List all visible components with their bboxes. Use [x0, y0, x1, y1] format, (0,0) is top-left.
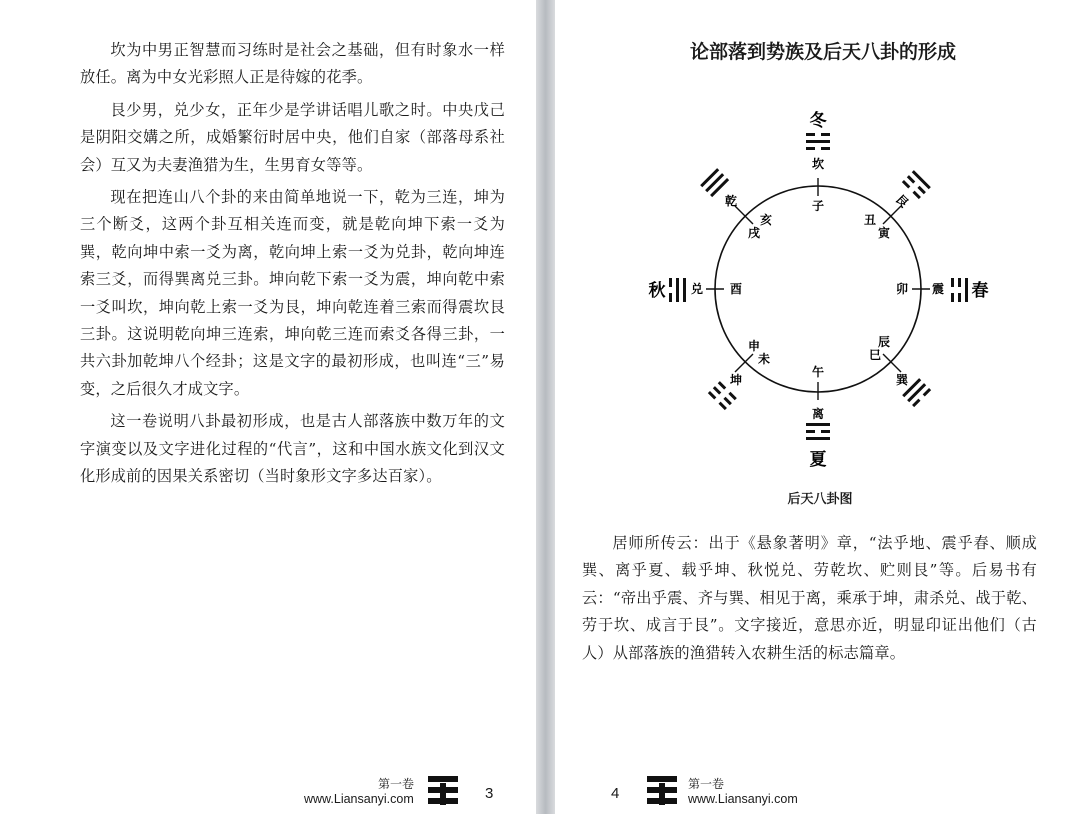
trigram-label-kan: 坎: [811, 157, 825, 171]
trigram-label-kun: 坤: [729, 373, 743, 387]
right-page-body: [582, 530, 1037, 667]
trigram-label-li: 离: [811, 407, 825, 421]
branch-zi: 子: [811, 199, 825, 213]
right-paragraph-1: 居师所传云：出于《悬象著明》章，“法乎地、震乎春、顺成巽、离乎夏、载乎坤、秋悦兑、劳乾坎、贮则艮”等。后易书有云：“帝出乎震、齐与巽、相见于离，乘承于坤，肃杀兑、战于乾、劳于坎、成言于艮”。文字接近，意思亦近，明显印证出他们（古人）从部落族的渔猎转入农耕生活的标志篇章。: [582, 534, 1037, 662]
tick-northwest: [735, 206, 753, 224]
left-page-number: 3: [485, 785, 494, 802]
right-page-number: 4: [611, 785, 620, 802]
branch-wu: 午: [811, 365, 825, 379]
lianshan-logo-icon: [645, 774, 679, 808]
trigram-label-xun: 巽: [895, 373, 909, 387]
branch-shen: 申: [747, 339, 761, 353]
branch-mao: 卯: [895, 282, 909, 296]
season-spring: 春: [971, 281, 989, 301]
branch-hai: 亥: [759, 213, 773, 227]
later-heaven-bagua-diagram: [640, 100, 1000, 480]
branch-wei: 未: [757, 352, 771, 366]
tick-northeast: [883, 206, 901, 224]
figure-caption: 后天八卦图: [787, 492, 853, 507]
tick-southeast: [883, 354, 901, 372]
li-trigram-icon: [806, 423, 830, 440]
right-footer-volume: 第一卷: [688, 777, 725, 791]
lianshan-logo-icon: [426, 774, 460, 808]
trigram-label-gen: 艮: [892, 191, 912, 211]
right-footer-website: www.Liansanyi.com: [688, 792, 798, 806]
left-paragraph-3: 现在把连山八个卦的来由简单地说一下，乾为三连，坤为三个断爻，这两个卦互相关连而变，就是乾向坤下索一爻为巽，乾向坤中索一爻为离，乾向坤上索一爻为兑卦，乾向坤连索三爻，而得巽离兑三卦。坤向乾下索一爻为震，坤向乾中索一爻叫坎，坤向乾上索一爻为艮，坤向乾连着三索而得震坎艮三卦。这说明乾向坤三连索，坤向乾三连而索爻各得三卦，一共六卦加乾坤八个经卦；这是文字的最初形成，也叫连“三”易变，之后很久才成文字。: [80, 188, 505, 398]
dui-trigram-icon: [669, 278, 686, 302]
season-summer: 夏: [809, 450, 827, 470]
left-paragraph-2: 艮少男，兑少女，正年少是学讲话唱儿歌之时。中央戊己是阴阳交媾之所，成婚繁衍时居中央，他们自家（部落母系社会）互又为夫妻渔猎为生，生男育女等等。: [80, 100, 505, 174]
kan-trigram-icon: [806, 133, 830, 150]
branch-chou: 丑: [863, 213, 877, 227]
zhen-trigram-icon: [951, 278, 968, 302]
season-autumn: 秋: [648, 281, 666, 301]
branch-chen: 辰: [877, 335, 891, 349]
branch-xu: 戌: [747, 226, 761, 240]
trigram-label-qian: 乾: [724, 194, 738, 208]
branch-yin: 寅: [877, 226, 891, 240]
right-page-title: 论部落到势族及后天八卦的形成: [689, 41, 956, 63]
trigram-label-dui: 兑: [690, 282, 704, 296]
season-winter: 冬: [809, 111, 827, 131]
left-footer-volume: 第一卷: [378, 777, 415, 791]
left-paragraph-1: 坎为中男正智慧而习练时是社会之基础，但有时象水一样放任。离为中女光彩照人正是待嫁的花季。: [80, 41, 505, 87]
tick-southwest: [735, 354, 753, 372]
trigram-label-zhen: 震: [931, 282, 945, 296]
left-footer-website: www.Liansanyi.com: [304, 792, 414, 806]
left-page-body: [80, 37, 505, 496]
qian-trigram-icon: [700, 168, 729, 197]
branch-you: 酉: [729, 282, 743, 296]
left-paragraph-4: 这一卷说明八卦最初形成，也是古人部落族中数万年的文字演变以及文字进化过程的“代言”，这和中国水族文化到汉文化形成前的因果关系密切（当时象形文字多达百家）。: [80, 412, 505, 486]
book-gutter: [536, 0, 555, 814]
branch-si: 巳: [868, 348, 882, 362]
